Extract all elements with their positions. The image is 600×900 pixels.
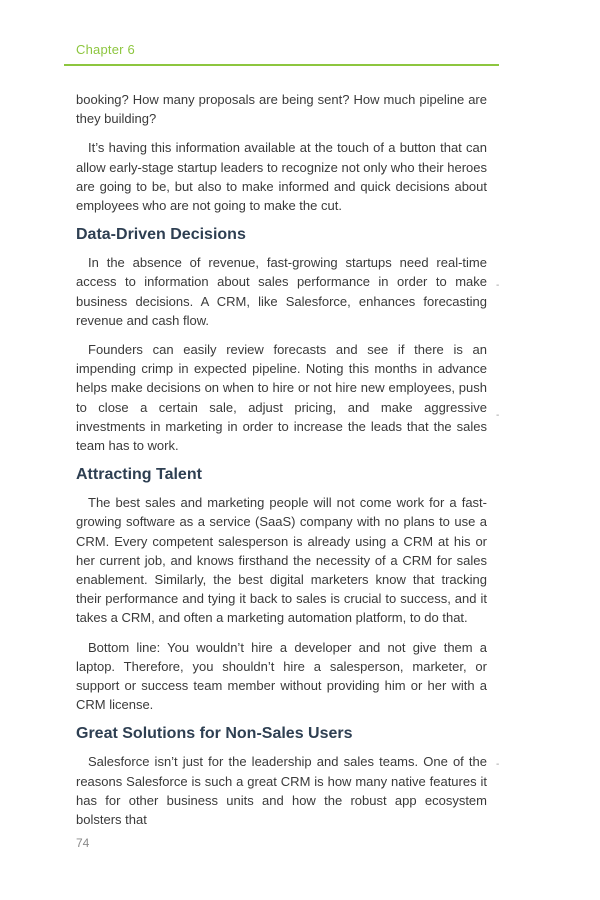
margin-hyphen-mark: - [496,280,500,291]
paragraph-2: It’s having this information available at the touch of a button that can allow early-stage startup leaders to recognize not only who their heroes are going to be, but also to make informed and quick decisions about employees who are not going to make the cut. [76,140,487,214]
paragraph-6: Bottom line: You wouldn’t hire a developer and not give them a laptop. Therefore, you shouldn’t hire a salesperson, marketer, or support or success team member without providing him or her with a CRM license. [76,639,487,713]
chapter-divider [64,64,499,66]
margin-hyphen-mark: - [496,759,500,770]
heading-great-solutions: Great Solutions for Non-Sales Users [76,725,353,743]
margin-hyphen-mark: - [496,410,500,421]
heading-data-driven-decisions: Data-Driven Decisions [76,226,246,244]
heading-attracting-talent: Attracting Talent [76,466,202,484]
paragraph-4: Founders can easily review forecasts and see if there is an impending crimp in expected pipeline. Noting this months in advance helps make decisions on when to hire or not hire new employees, push to close a certain sale, adjust pricing, and make aggressive investments in marketing in order to increase the leads that the sales team has to work. [76,342,487,454]
paragraph-3: In the absence of revenue, fast-growing startups need real-time access to information about sales performance in order to make business decisions. A CRM, like Salesforce, enhances forecasting revenue and cash flow. [76,255,487,328]
page-number: 74 [76,836,90,850]
paragraph-1: booking? How many proposals are being sent? How much pipeline are they building? [76,92,487,127]
page-content [76,90,487,839]
paragraph-5: The best sales and marketing people will not come work for a fast-growing software as a service (SaaS) company with no plans to use a CRM. Every competent salesperson is already using a CRM at his or her current job, and knows firsthand the necessity of a CRM for sales enablement. Similarly, the best digital marketers know that tracking their performance and tying it back to sales is crucial to success, and it takes a CRM, and often a marketing automation platform, to do that. [76,495,487,626]
paragraph-7: Salesforce isn’t just for the leadership and sales teams. One of the reasons Salesforce is such a great CRM is how many native features it has for other business units and how the robust app ecosystem bolsters that [76,754,487,828]
chapter-label: Chapter 6 [76,42,135,57]
